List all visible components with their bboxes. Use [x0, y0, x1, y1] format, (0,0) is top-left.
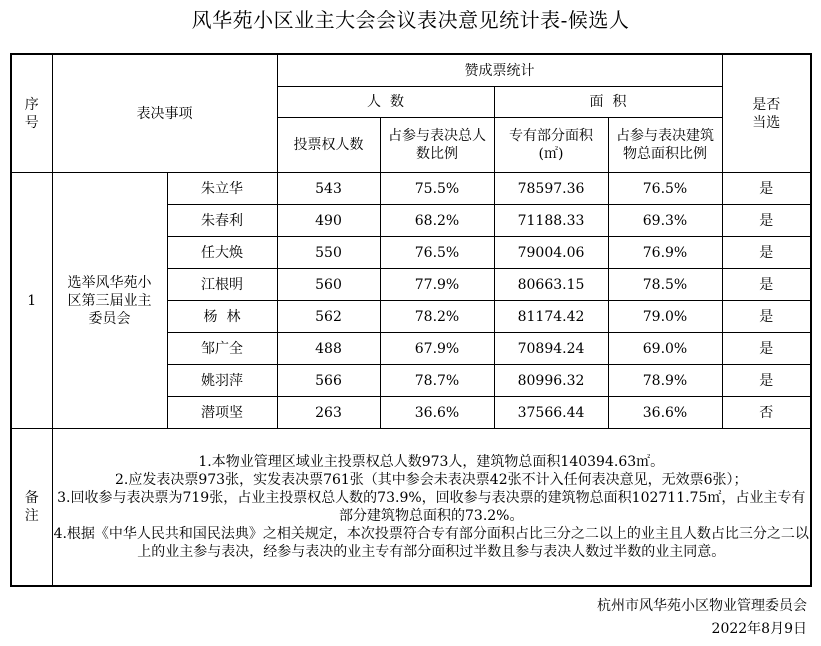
- vote-statistics-table: [10, 53, 812, 587]
- header-people: 人 数: [277, 87, 494, 118]
- elected-status: 是: [722, 173, 811, 205]
- note-line: 4.根据《中华人民共和国民法典》之相关规定，本次投票符合专有部分面积占比三分之二以上的业主且人数占比三分之二以上的业主参与表决，经参与表决的业主专有部分面积过半数且参与表决人数过半数的业主同意。: [53, 526, 809, 560]
- area-ratio: 76.5%: [608, 173, 722, 205]
- elected-status: 是: [722, 333, 811, 365]
- area-value: 79004.06: [494, 237, 608, 269]
- elected-status: 是: [722, 269, 811, 301]
- area-ratio: 76.9%: [608, 237, 722, 269]
- elected-status: 否: [722, 397, 811, 429]
- area-value: 71188.33: [494, 205, 608, 237]
- notes-content: [52, 429, 811, 587]
- candidate-name: 姚羽萍: [167, 365, 277, 397]
- note-line: 2.应发表决票973张，实发表决票761张（其中参会未表决票42张不计入任何表决意见，无效票6张）；: [114, 472, 748, 488]
- candidate-name: 江根明: [167, 269, 277, 301]
- candidate-name: 朱春利: [167, 205, 277, 237]
- elected-status: 是: [722, 365, 811, 397]
- header-area: 面 积: [494, 87, 722, 118]
- header-area-value: 专有部分面积 (㎡): [494, 118, 608, 173]
- header-seq: 序 号: [11, 54, 52, 173]
- vote-ratio: 78.2%: [380, 301, 494, 333]
- candidate-name: 朱立华: [167, 173, 277, 205]
- vote-count: 560: [277, 269, 380, 301]
- area-ratio: 78.9%: [608, 365, 722, 397]
- header-item: 表决事项: [52, 54, 277, 173]
- vote-count: 562: [277, 301, 380, 333]
- vote-count: 490: [277, 205, 380, 237]
- elected-status: 是: [722, 301, 811, 333]
- note-line: 1.本物业管理区域业主投票权总人数973人，建筑物总面积140394.63㎡。: [198, 454, 665, 470]
- header-approve-stats: 赞成票统计: [277, 54, 722, 87]
- area-value: 37566.44: [494, 397, 608, 429]
- area-ratio: 36.6%: [608, 397, 722, 429]
- vote-count: 488: [277, 333, 380, 365]
- notes-label: 备 注: [11, 429, 52, 587]
- vote-count: 566: [277, 365, 380, 397]
- vote-ratio: 67.9%: [380, 333, 494, 365]
- header-vote-count: 投票权人数: [277, 118, 380, 173]
- area-ratio: 69.3%: [608, 205, 722, 237]
- header-people-ratio: 占参与表决总人 数比例: [380, 118, 494, 173]
- area-value: 80996.32: [494, 365, 608, 397]
- area-value: 80663.15: [494, 269, 608, 301]
- section-seq: 1: [11, 173, 52, 429]
- vote-ratio: 76.5%: [380, 237, 494, 269]
- candidate-name: 邹广全: [167, 333, 277, 365]
- vote-ratio: 75.5%: [380, 173, 494, 205]
- table-row: [11, 173, 811, 205]
- area-ratio: 78.5%: [608, 269, 722, 301]
- candidate-name: 任大焕: [167, 237, 277, 269]
- elected-status: 是: [722, 205, 811, 237]
- candidate-name: 潜项坚: [167, 397, 277, 429]
- area-value: 78597.36: [494, 173, 608, 205]
- vote-ratio: 68.2%: [380, 205, 494, 237]
- vote-ratio: 36.6%: [380, 397, 494, 429]
- vote-count: 550: [277, 237, 380, 269]
- vote-ratio: 78.7%: [380, 365, 494, 397]
- notes-row: [11, 429, 811, 587]
- elected-status: 是: [722, 237, 811, 269]
- vote-count: 263: [277, 397, 380, 429]
- vote-ratio: 77.9%: [380, 269, 494, 301]
- footer-organization: 杭州市风华苑小区物业管理委员会: [597, 598, 807, 614]
- area-value: 81174.42: [494, 301, 608, 333]
- page-title: 风华苑小区业主大会会议表决意见统计表-候选人: [191, 8, 630, 32]
- candidate-name: 杨 林: [167, 301, 277, 333]
- area-ratio: 79.0%: [608, 301, 722, 333]
- area-ratio: 69.0%: [608, 333, 722, 365]
- note-line: 3.回收参与表决票为719张，占业主投票权总人数的73.9%，回收参与表决票的建筑物总面积102711.75㎡，占业主专有部分建筑物总面积的73.2%。: [57, 490, 806, 524]
- footer-date: 2022年8月9日: [711, 621, 807, 637]
- section-item: 选举风华苑小 区第三届业主 委员会: [52, 173, 167, 429]
- header-elected: 是否 当选: [722, 54, 811, 173]
- header-area-ratio: 占参与表决建筑 物总面积比例: [608, 118, 722, 173]
- area-value: 70894.24: [494, 333, 608, 365]
- vote-count: 543: [277, 173, 380, 205]
